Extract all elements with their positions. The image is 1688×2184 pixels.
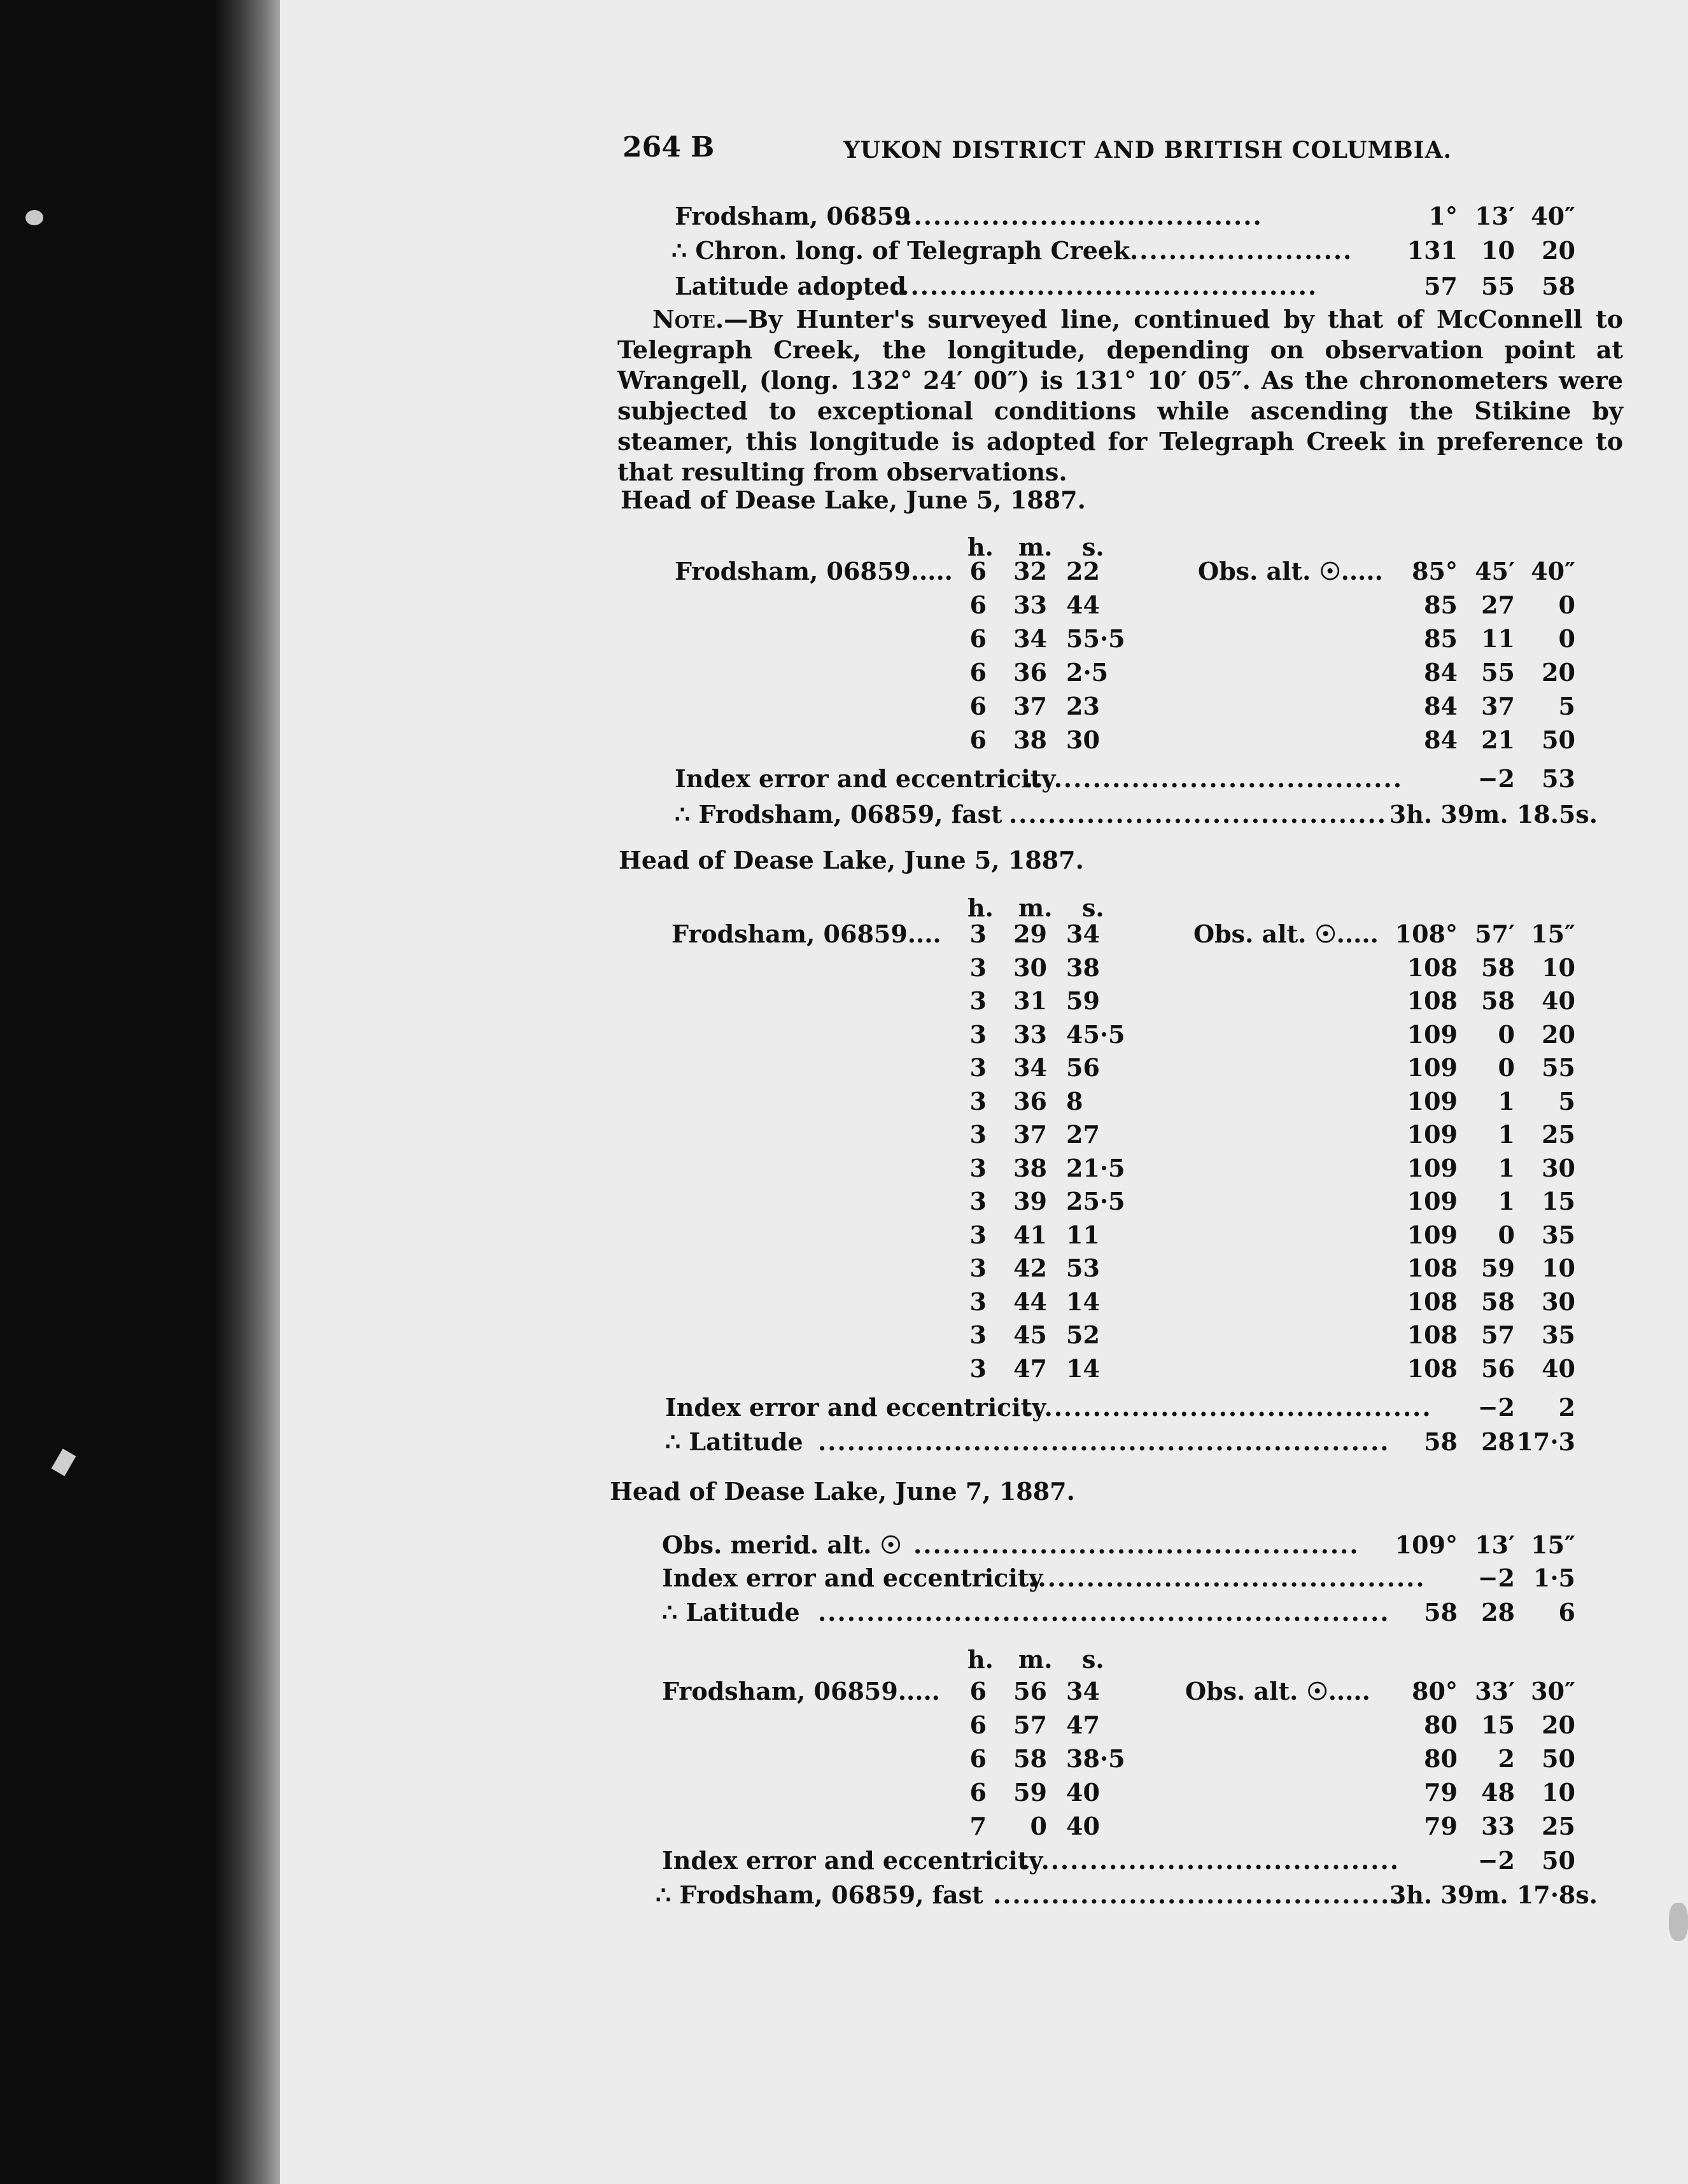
alt-deg: 108 xyxy=(1407,1354,1458,1383)
alt-deg: 85 xyxy=(1424,591,1458,619)
alt-sec: 30″ xyxy=(1531,1677,1575,1705)
time-s: 38·5 xyxy=(1066,1744,1125,1773)
time-m: 42 xyxy=(1013,1254,1047,1282)
time-s: 2·5 xyxy=(1066,658,1109,687)
time-s: 38 xyxy=(1066,953,1100,982)
time-h: 6 xyxy=(969,658,987,687)
footer-label: ∴ Frodsham, 06859, fast xyxy=(656,1880,983,1909)
chronometer-label: Frodsham, 06859..... xyxy=(675,557,953,585)
time-s: 11 xyxy=(1066,1220,1100,1249)
leader-dots: ....................................... xyxy=(1009,800,1387,829)
time-h: 3 xyxy=(969,1254,987,1282)
value-sec: 40″ xyxy=(1531,202,1575,230)
time-m: 37 xyxy=(1013,692,1047,720)
alt-min: 58 xyxy=(1481,986,1515,1015)
time-h: 6 xyxy=(969,1778,987,1807)
leader-dots: .......................................... xyxy=(993,1880,1400,1909)
alt-sec: 55 xyxy=(1542,1053,1575,1082)
alt-min: 48 xyxy=(1481,1778,1515,1807)
alt-min: 27 xyxy=(1481,591,1515,619)
time-m: 44 xyxy=(1013,1287,1047,1316)
time-h: 6 xyxy=(969,624,987,653)
alt-sec: 40 xyxy=(1542,1354,1575,1383)
alt-deg: 80 xyxy=(1424,1744,1458,1773)
time-h: 6 xyxy=(969,557,987,585)
alt-min: 59 xyxy=(1481,1254,1515,1282)
obs-alt-label: Obs. alt. ☉..... xyxy=(1198,557,1383,585)
note-paragraph xyxy=(617,304,1623,487)
time-s: 34 xyxy=(1066,1677,1100,1705)
alt-sec: 0 xyxy=(1558,591,1575,619)
footer-label: Index error and eccentricity xyxy=(675,764,1056,793)
alt-sec: 15″ xyxy=(1531,920,1575,948)
value-deg: 131 xyxy=(1407,236,1458,265)
time-m: 36 xyxy=(1013,658,1047,687)
time-s: 14 xyxy=(1066,1287,1100,1316)
col-head-s: s. xyxy=(1082,1645,1104,1674)
time-s: 47 xyxy=(1066,1711,1100,1739)
leader-dots: ....................................... xyxy=(1022,1846,1400,1875)
section-heading: Head of Dease Lake, June 7, 1887. xyxy=(610,1477,1075,1506)
time-m: 38 xyxy=(1013,1153,1047,1182)
footer-deg: 58 xyxy=(1424,1598,1458,1627)
line-label: Latitude adopted xyxy=(675,272,906,300)
time-m: 56 xyxy=(1013,1677,1047,1705)
alt-sec: 40 xyxy=(1542,986,1575,1015)
time-s: 8 xyxy=(1066,1086,1083,1116)
obs-alt-label: Obs. alt. ☉..... xyxy=(1193,920,1379,948)
time-s: 52 xyxy=(1066,1320,1100,1349)
footer-label: Index error and eccentricity xyxy=(662,1846,1043,1875)
alt-deg: 109 xyxy=(1407,1120,1458,1149)
book-spine xyxy=(216,0,286,2184)
col-head-m: m. xyxy=(1018,893,1053,922)
value-deg: 57 xyxy=(1424,272,1458,300)
time-h: 3 xyxy=(969,1320,987,1349)
value-sec: 20 xyxy=(1542,236,1575,265)
alt-sec: 5 xyxy=(1558,1086,1575,1116)
alt-sec: 35 xyxy=(1542,1220,1575,1249)
time-h: 6 xyxy=(969,692,987,720)
time-s: 30 xyxy=(1066,725,1100,754)
time-h: 3 xyxy=(969,920,987,948)
footer-label: Obs. merid. alt. ☉ xyxy=(662,1530,902,1559)
alt-deg: 80° xyxy=(1412,1677,1458,1705)
note-text: —By Hunter's surveyed line, continued by that of McConnell to Telegraph Creek, the longitude, depending on observation point at Wrangell, (long. 132° 24′ 00″) is 131° 10′ 05″. As the chronometers were subjected to exceptional conditions while ascending the Stikine by steamer, this longitude is adopted for Telegraph Creek in preference to that resulting from observations. xyxy=(617,305,1623,486)
alt-sec: 10 xyxy=(1542,953,1575,982)
alt-sec: 35 xyxy=(1542,1320,1575,1349)
footer-min: −2 xyxy=(1477,1846,1515,1875)
alt-deg: 109 xyxy=(1407,1153,1458,1182)
time-h: 6 xyxy=(969,725,987,754)
alt-sec: 30 xyxy=(1542,1287,1575,1316)
alt-deg: 108 xyxy=(1407,953,1458,982)
time-m: 32 xyxy=(1013,557,1047,585)
footer-min: −2 xyxy=(1477,764,1515,793)
alt-min: 57′ xyxy=(1475,920,1515,948)
time-m: 30 xyxy=(1013,953,1047,982)
alt-sec: 0 xyxy=(1558,624,1575,653)
footer-sec: 1·5 xyxy=(1533,1564,1575,1592)
alt-min: 57 xyxy=(1481,1320,1515,1349)
alt-deg: 84 xyxy=(1424,658,1458,687)
time-s: 22 xyxy=(1066,557,1100,585)
alt-sec: 30 xyxy=(1542,1153,1575,1182)
alt-deg: 108° xyxy=(1395,920,1458,948)
value-min: 10 xyxy=(1481,236,1515,265)
time-h: 3 xyxy=(969,1120,987,1149)
time-m: 33 xyxy=(1013,1019,1047,1049)
footer-min: −2 xyxy=(1477,1393,1515,1422)
time-s: 40 xyxy=(1066,1812,1100,1840)
time-h: 3 xyxy=(969,953,987,982)
note-lead: Note. xyxy=(652,305,724,333)
time-s: 27 xyxy=(1066,1120,1100,1149)
alt-min: 56 xyxy=(1481,1354,1515,1383)
col-head-m: m. xyxy=(1018,533,1053,561)
value-deg: 1° xyxy=(1428,202,1458,230)
alt-sec: 20 xyxy=(1542,1711,1575,1739)
col-head-s: s. xyxy=(1082,533,1104,561)
alt-deg: 79 xyxy=(1424,1778,1458,1807)
alt-deg: 79 xyxy=(1424,1812,1458,1840)
footer-deg: 58 xyxy=(1424,1427,1458,1456)
time-h: 3 xyxy=(969,1086,987,1116)
time-h: 3 xyxy=(969,1053,987,1082)
alt-deg: 108 xyxy=(1407,986,1458,1015)
alt-deg: 109 xyxy=(1407,1220,1458,1249)
col-head-s: s. xyxy=(1082,893,1104,922)
col-head-h: h. xyxy=(967,533,994,561)
chronometer-label: Frodsham, 06859.... xyxy=(672,920,941,948)
alt-deg: 108 xyxy=(1407,1254,1458,1282)
leader-dots: .............................................. xyxy=(913,1530,1360,1559)
alt-sec: 25 xyxy=(1542,1812,1575,1840)
leader-dots: ....................................... xyxy=(1025,764,1403,793)
alt-min: 0 xyxy=(1498,1019,1515,1049)
alt-min: 58 xyxy=(1481,1287,1515,1316)
alt-deg: 80 xyxy=(1424,1711,1458,1739)
alt-sec: 25 xyxy=(1542,1120,1575,1149)
value-min: 13′ xyxy=(1475,202,1515,230)
time-h: 6 xyxy=(969,591,987,619)
footer-deg: 109° xyxy=(1395,1530,1458,1559)
time-s: 25·5 xyxy=(1066,1187,1125,1215)
footer-label: ∴ Latitude xyxy=(665,1427,803,1456)
scan-blemish xyxy=(1669,1903,1688,1941)
alt-min: 0 xyxy=(1498,1220,1515,1249)
col-head-h: h. xyxy=(967,893,994,922)
alt-deg: 85 xyxy=(1424,624,1458,653)
page-number: 264 B xyxy=(622,131,715,164)
time-m: 38 xyxy=(1013,725,1047,754)
leader-dots: .......................................... xyxy=(1018,1564,1426,1592)
obs-alt-label: Obs. alt. ☉..... xyxy=(1185,1677,1370,1705)
time-m: 37 xyxy=(1013,1120,1047,1149)
time-m: 39 xyxy=(1013,1187,1047,1215)
time-m: 31 xyxy=(1013,986,1047,1015)
time-s: 23 xyxy=(1066,692,1100,720)
alt-deg: 109 xyxy=(1407,1053,1458,1082)
footer-label: Index error and eccentricity xyxy=(662,1564,1043,1592)
alt-min: 1 xyxy=(1498,1086,1515,1116)
footer-min: 28 xyxy=(1481,1598,1515,1627)
time-m: 36 xyxy=(1013,1086,1047,1116)
alt-min: 2 xyxy=(1498,1744,1515,1773)
alt-deg: 109 xyxy=(1407,1019,1458,1049)
time-m: 34 xyxy=(1013,624,1047,653)
leader-dots: ...................................... xyxy=(894,202,1263,230)
footer-min: 13′ xyxy=(1475,1530,1515,1559)
time-h: 6 xyxy=(969,1744,987,1773)
alt-sec: 40″ xyxy=(1531,557,1575,585)
footer-label: ∴ Latitude xyxy=(662,1598,800,1627)
scan-blemish xyxy=(52,1448,76,1476)
scan-blemish xyxy=(25,210,43,225)
section-heading: Head of Dease Lake, June 5, 1887. xyxy=(621,486,1086,514)
value-sec: 58 xyxy=(1542,272,1575,300)
alt-min: 37 xyxy=(1481,692,1515,720)
time-h: 3 xyxy=(969,986,987,1015)
alt-deg: 109 xyxy=(1407,1187,1458,1215)
time-s: 59 xyxy=(1066,986,1100,1015)
footer-sec: 17·3 xyxy=(1516,1427,1575,1456)
value-min: 55 xyxy=(1481,272,1515,300)
alt-sec: 50 xyxy=(1542,1744,1575,1773)
alt-deg: 109 xyxy=(1407,1086,1458,1116)
time-h: 3 xyxy=(969,1019,987,1049)
time-m: 33 xyxy=(1013,591,1047,619)
alt-min: 0 xyxy=(1498,1053,1515,1082)
leader-dots: ............................................ xyxy=(891,272,1318,300)
time-s: 21·5 xyxy=(1066,1153,1125,1182)
line-label: Frodsham, 06859 xyxy=(675,202,911,230)
alt-min: 1 xyxy=(1498,1153,1515,1182)
alt-sec: 50 xyxy=(1542,725,1575,754)
line-label: ∴ Chron. long. of Telegraph Creek xyxy=(672,236,1130,265)
time-m: 29 xyxy=(1013,920,1047,948)
footer-result: 3h. 39m. 17·8s. xyxy=(1389,1880,1598,1909)
time-s: 53 xyxy=(1066,1254,1100,1282)
footer-label: ∴ Frodsham, 06859, fast xyxy=(675,800,1002,829)
alt-min: 45′ xyxy=(1475,557,1515,585)
alt-deg: 85° xyxy=(1412,557,1458,585)
time-m: 59 xyxy=(1013,1778,1047,1807)
col-head-h: h. xyxy=(967,1645,994,1674)
alt-sec: 10 xyxy=(1542,1254,1575,1282)
time-m: 58 xyxy=(1013,1744,1047,1773)
leader-dots: ....................... xyxy=(1130,236,1353,265)
time-m: 0 xyxy=(1030,1812,1047,1840)
footer-sec: 53 xyxy=(1542,764,1575,793)
time-s: 34 xyxy=(1066,920,1100,948)
chronometer-label: Frodsham, 06859..... xyxy=(662,1677,940,1705)
footer-min: 28 xyxy=(1481,1427,1515,1456)
footer-sec: 15″ xyxy=(1531,1530,1575,1559)
footer-sec: 6 xyxy=(1558,1598,1575,1627)
leader-dots: .......................................... xyxy=(1025,1393,1432,1422)
footer-label: Index error and eccentricity xyxy=(665,1393,1046,1422)
alt-min: 1 xyxy=(1498,1187,1515,1215)
time-m: 34 xyxy=(1013,1053,1047,1082)
footer-sec: 2 xyxy=(1558,1393,1575,1422)
time-h: 3 xyxy=(969,1287,987,1316)
leader-dots: ........................................................... xyxy=(818,1427,1390,1456)
alt-min: 33′ xyxy=(1475,1677,1515,1705)
alt-sec: 20 xyxy=(1542,658,1575,687)
footer-min: −2 xyxy=(1477,1564,1515,1592)
time-s: 44 xyxy=(1066,591,1100,619)
alt-sec: 15 xyxy=(1542,1187,1575,1215)
alt-min: 33 xyxy=(1481,1812,1515,1840)
alt-sec: 20 xyxy=(1542,1019,1575,1049)
alt-min: 1 xyxy=(1498,1120,1515,1149)
time-h: 3 xyxy=(969,1187,987,1215)
running-title: YUKON DISTRICT AND BRITISH COLUMBIA. xyxy=(843,137,1452,164)
time-s: 55·5 xyxy=(1066,624,1125,653)
alt-min: 11 xyxy=(1481,624,1515,653)
alt-deg: 108 xyxy=(1407,1287,1458,1316)
alt-deg: 108 xyxy=(1407,1320,1458,1349)
alt-deg: 84 xyxy=(1424,692,1458,720)
time-h: 6 xyxy=(969,1711,987,1739)
time-h: 3 xyxy=(969,1153,987,1182)
alt-min: 15 xyxy=(1481,1711,1515,1739)
col-head-m: m. xyxy=(1018,1645,1053,1674)
alt-deg: 84 xyxy=(1424,725,1458,754)
time-m: 57 xyxy=(1013,1711,1047,1739)
time-m: 47 xyxy=(1013,1354,1047,1383)
time-h: 6 xyxy=(969,1677,987,1705)
time-s: 45·5 xyxy=(1066,1019,1125,1049)
time-m: 45 xyxy=(1013,1320,1047,1349)
footer-result: 3h. 39m. 18.5s. xyxy=(1389,800,1598,829)
time-h: 3 xyxy=(969,1354,987,1383)
time-s: 14 xyxy=(1066,1354,1100,1383)
leader-dots: ........................................................... xyxy=(818,1598,1390,1627)
time-m: 41 xyxy=(1013,1220,1047,1249)
time-h: 7 xyxy=(969,1812,987,1840)
time-h: 3 xyxy=(969,1220,987,1249)
section-heading: Head of Dease Lake, June 5, 1887. xyxy=(619,846,1084,874)
alt-min: 55 xyxy=(1481,658,1515,687)
alt-min: 58 xyxy=(1481,953,1515,982)
footer-sec: 50 xyxy=(1542,1846,1575,1875)
time-s: 40 xyxy=(1066,1778,1100,1807)
alt-sec: 5 xyxy=(1558,692,1575,720)
alt-sec: 10 xyxy=(1542,1778,1575,1807)
alt-min: 21 xyxy=(1481,725,1515,754)
time-s: 56 xyxy=(1066,1053,1100,1082)
